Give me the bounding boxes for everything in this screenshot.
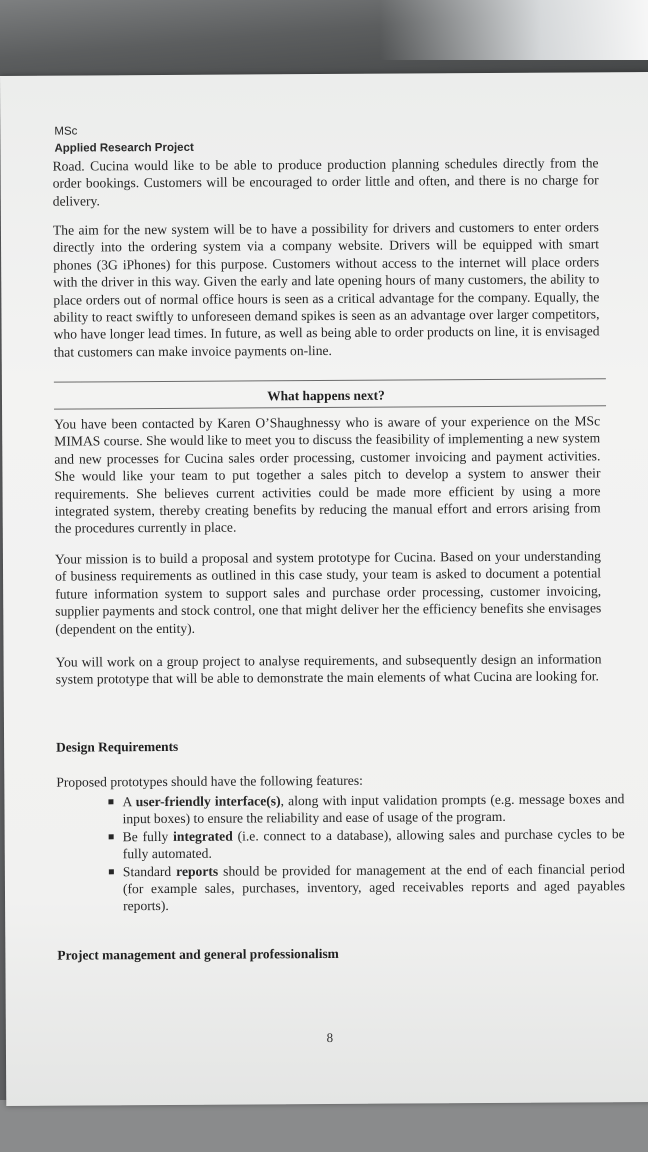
section-rule-top xyxy=(54,378,606,382)
project-management-heading: Project management and general professionalism xyxy=(57,945,339,963)
next-paragraph-1: You have been contacted by Karen O’Shaughnessy who is aware of your experience on the MSc MIMAS course. She would like to meet you to discuss the feasibility of implementing a new system and new processes for Cucina sales order processing, customer invoicing and payment activities. She would like your team to put together a sales pitch to develop a system to answer their requirements. She believes current activities could be made more efficient by using a more integrated system, thereby creating benefits by reducing the manual effort and errors arising from the procedures currently in place. xyxy=(54,413,601,537)
design-requirements-heading: Design Requirements xyxy=(56,738,179,755)
program-label: MSc xyxy=(54,125,78,138)
next-paragraph-2: Your mission is to build a proposal and system prototype for Cucina. Based on your understanding of business requirements as outlined in this case study, your team is asked to document a potential future information system to support sales and purchase order processing, customer invoicing, supplier payments and stock control, one that might deliver her the efficiency benefits she envisages (dependent on the entity). xyxy=(54,548,602,637)
section-title-next: What happens next? xyxy=(267,387,385,404)
window-glare xyxy=(380,0,648,60)
intro-paragraph-2: The aim for the new system will be to have a possibility for drivers and customers to enter orders directly into the ordering system via a company website. Drivers will be equipped with smart phones (3G iPhones) for this purpose. Customers without access to the internet will place orders with the driver in this way. Given the early and late opening hours of many customers, the ability to place orders out of normal office hours is seen as a critical advantage for the company. Equally, the ability to react swiftly to unforeseen demand spikes is seen as an advantage over larger competitors, who have longer lead times. In future, as well as being able to order products on line, it is envisaged that customers can make invoice payments on-line. xyxy=(52,219,600,360)
bullet-icon xyxy=(108,799,113,804)
bullet-icon xyxy=(109,869,114,874)
list-item: Be fully integrated (i.e. connect to a database), allowing sales and purchase cycles to be fully automated. xyxy=(109,825,625,863)
list-item: A user-friendly interface(s), along with input validation prompts (e.g. message boxes and input boxes) to ensure the reliability and ease of usage of the program. xyxy=(108,790,624,828)
list-item: Standard reports should be provided for management at the end of each financial period (for example sales, purchases, inventory, aged receivables reports and aged payables reports). xyxy=(109,860,625,915)
desk-background-bottom xyxy=(0,1100,648,1152)
next-paragraph-3: You will work on a group project to analyse requirements, and subsequently design an information system prototype that will be able to demonstrate the main elements of what Cucina are looking for. xyxy=(55,651,602,688)
bullet-icon xyxy=(109,834,114,839)
project-title: Applied Research Project xyxy=(54,141,194,155)
requirements-list xyxy=(108,790,625,915)
design-requirements-intro: Proposed prototypes should have the following features: xyxy=(56,772,363,790)
section-rule-bottom xyxy=(54,405,606,409)
document-page xyxy=(0,72,648,1106)
page-number: 8 xyxy=(326,1029,334,1046)
intro-paragraph-1: Road. Cucina would like to be able to produce production planning schedules directly from the order bookings. Customers will be encouraged to order little and often, and there is no charge for delivery. xyxy=(52,155,599,209)
document-header xyxy=(54,123,194,158)
